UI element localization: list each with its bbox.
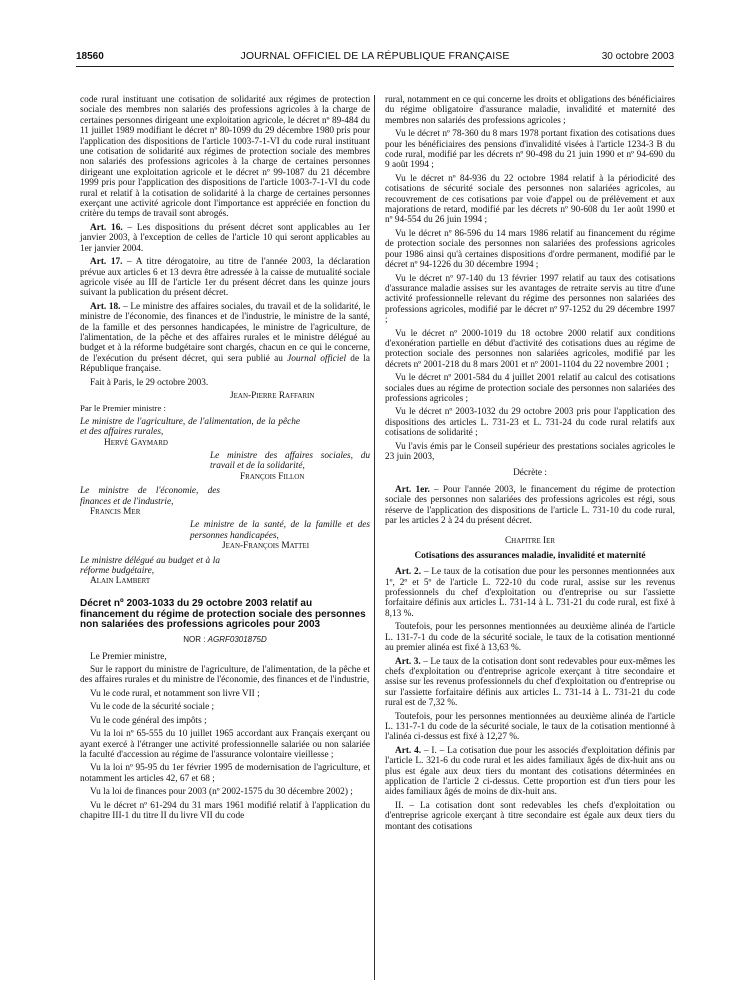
paragraph: Vu le décret nº 2000-1019 du 18 octobre 2000 relatif aux conditions d'exonération partielle en début d'activité des cotisations dues au régime de protection sociale des personnes non salariées agricoles, modifié par les décrets nº 2001-218 du 8 mars 2001 et nº 2001-1104 du 22 novembre 2001 ; bbox=[385, 328, 675, 370]
paragraph: Vu le décret nº 2003-1032 du 29 octobre 2003 pris pour l'application des dispositions des articles L. 731-23 et L. 731-24 du code rural relatifs aux cotisations de solidarité ; bbox=[385, 407, 675, 439]
decrete-heading: Décrète : bbox=[513, 468, 547, 479]
journal-reference: Journal officiel bbox=[287, 353, 347, 364]
paragraph: Toutefois, pour les personnes mentionnées au deuxième alinéa de l'article L. 131-7-1 du code de la sécurité sociale, le taux de la cotisation mentionné au premier alinéa est fixé à 13,63 %. bbox=[385, 622, 675, 654]
signatory-role: Le ministre des affaires sociales, du travail et de la solidarité, bbox=[210, 451, 370, 472]
signatory-name: Jean-François Mattei bbox=[222, 541, 310, 552]
article-1 bbox=[385, 485, 675, 527]
page-number: 18560 bbox=[76, 51, 104, 62]
paragraph: Vu la loi nº 65-555 du 10 juillet 1965 accordant aux Français exerçant ou ayant exercé à l'étranger une activité professionnelle salariée ou non salariée la faculté d'accession au régime de l'assurance volontaire vieillesse ; bbox=[80, 729, 370, 760]
right-column bbox=[385, 95, 675, 835]
column-divider bbox=[374, 95, 375, 980]
article-text: – Les dispositions du présent décret sont applicables au 1er janvier 2003, à l'exception de celles de l'article 10 qui seront applicables au 1er janvier 2004. bbox=[80, 222, 370, 254]
paragraph: Vu le code de la sécurité sociale ; bbox=[90, 702, 215, 713]
paragraph: Sur le rapport du ministre de l'agriculture, de l'alimentation, de la pêche et des affaires rurales et du ministre de l'économie, des finances et de l'industrie, bbox=[80, 665, 370, 686]
paragraph: Vu la loi de finances pour 2003 (nº 2002-1575 du 30 décembre 2002) ; bbox=[90, 787, 353, 798]
journal-title: JOURNAL OFFICIEL DE LA RÉPUBLIQUE FRANÇAISE bbox=[240, 50, 510, 62]
signatory-role: Le ministre de la santé, de la famille et des personnes handicapées, bbox=[190, 520, 370, 541]
signature-prime-minister bbox=[80, 391, 370, 401]
article-label: Art. 17. bbox=[90, 257, 123, 268]
paragraph: Vu le décret nº 78-360 du 8 mars 1978 portant fixation des cotisations dues pour les bénéficiaires des pensions d'invalidité visées à l'article 1234-3 B du code rural, modifié par les décrets nº 90-498 du 21 juin 1990 et nº 94-690 du 9 août 1994 ; bbox=[385, 129, 675, 171]
paragraph: Vu le décret nº 84-936 du 22 octobre 1984 relatif à la périodicité des cotisations de sécurité sociale des personnes non salariées agricoles, au recouvrement de ces cotisations par voie d'appel ou de prélèvement et aux majorations de retard, modifié par les décrets nº 90-608 du 1er août 1990 et nº 94-554 du 26 juin 1994 ; bbox=[385, 173, 675, 226]
signature-social bbox=[80, 451, 370, 482]
paragraph: Vu le décret nº 2001-584 du 4 juillet 2001 relatif au calcul des cotisations sociales dues au régime de protection sociale des personnes non salariées des professions agricoles ; bbox=[385, 373, 675, 404]
issue-date: 30 octobre 2003 bbox=[601, 51, 674, 62]
left-column bbox=[80, 95, 370, 824]
signature-health bbox=[80, 520, 370, 551]
article-label: Art. 3. bbox=[395, 656, 421, 667]
signatory-name: Hervé Gaymard bbox=[104, 437, 168, 448]
page-header bbox=[76, 46, 674, 67]
paragraph: II. – La cotisation dont sont redevables les chefs d'exploitation ou d'entreprise agricole exerçant à titre secondaire est égale aux deux tiers du montant des cotisations bbox=[385, 800, 675, 832]
signature-agriculture bbox=[80, 417, 370, 448]
article-3 bbox=[385, 657, 675, 709]
article-label: Art. 18. bbox=[90, 301, 121, 312]
article-17 bbox=[80, 257, 370, 299]
paragraph: rural, notamment en ce qui concerne les droits et obligations des bénéficiaires du régime obligatoire d'assurance maladie, invalidité et maternité des membres non salariés des professions agricoles ; bbox=[385, 95, 675, 126]
paragraph: Toutefois, pour les personnes mentionnées au deuxième alinéa de l'article L. 131-7-1 du code de la sécurité sociale, le taux de la cotisation mentionné à l'alinéa ci-dessus est fixé à 12,27 %. bbox=[385, 711, 675, 743]
paragraph: Vu le décret nº 61-294 du 31 mars 1961 modifié relatif à l'application du chapitre III-1 du titre II du livre VII du code bbox=[80, 800, 370, 821]
article-text: – Le taux de la cotisation due pour les personnes mentionnées aux 1º, 2º et 5º de l'article L. 722-10 du code rural, assise sur les revenus professionnels du chef d'exploitation ou d'entreprise ou sur l'assiette forfaitaire définis aux articles L. 731-14 à L. 731-21 du code rural, est fixé à 8,13 %. bbox=[385, 567, 675, 619]
signature-budget bbox=[80, 556, 370, 587]
article-4 bbox=[385, 746, 675, 798]
signatory-role: Le ministre de l'agriculture, de l'alimentation, de la pêche et des affaires rurales, bbox=[80, 416, 300, 438]
chapter-heading: Chapitre Ier bbox=[504, 536, 556, 547]
signature-economy bbox=[80, 486, 370, 517]
article-text: – Le ministre des affaires sociales, du travail et de la solidarité, le ministre de l'économie, des finances et de l'industrie, le ministre de la santé, de la famille et des personnes handicapées, le ministre de l'agriculture, de l'alimentation, de la pêche et des affaires rurales et le ministre délégué au budget et à la réforme budgétaire sont chargés, chacun en ce qui le concerne, de l'exécution du présent décret, qui sera publié au bbox=[80, 301, 370, 364]
paragraph: Vu le code rural, et notamment son livre VII ; bbox=[90, 688, 260, 699]
paragraph: Vu le décret nº 97-140 du 13 février 1997 relatif au taux des cotisations d'assurance maladie assises sur les avantages de retraite servis au titre d'une activité professionnelle relevant du régime des personnes non salariées des professions agricoles, modifié par le décret nº 97-1252 du 29 décembre 1997 ; bbox=[385, 273, 675, 326]
nor-label: NOR : bbox=[183, 635, 208, 645]
article-label: Art. 2. bbox=[395, 567, 422, 578]
chapter-title: Cotisations des assurances maladie, invalidité et maternité bbox=[414, 550, 646, 561]
article-2 bbox=[385, 567, 675, 619]
paragraph: Vu le code général des impôts ; bbox=[90, 715, 207, 726]
signatory-role: Le ministre de l'économie, des finances et de l'industrie, bbox=[80, 486, 220, 507]
article-text: – Le taux de la cotisation dont sont redevables pour eux-mêmes les chefs d'exploitation ou d'entreprise agricole exerçant à titre secondaire et assise sur les revenus professionnels du chef d'exploitation ou d'entreprise ou sur l'assiette forfaitaire définis aux articles L. 731-14 à L. 731-21 du code rural est de 7,32 %. bbox=[385, 656, 675, 709]
signatory-name: Alain Lambert bbox=[90, 576, 151, 587]
article-text: – I. – La cotisation due pour les associés d'exploitation définis par l'article L. 321-6 du code rural et les aides familiaux âgés de dix-huit ans ou plus est égale aux deux tiers du montant des cotisations déterminées en application de l'article 2 ci-dessus. Cette proportion est d'un tiers pour les aides familiaux âgés de moins de dix-huit ans. bbox=[385, 745, 675, 798]
article-18 bbox=[80, 302, 370, 375]
decree-title: Décret nº 2003-1033 du 29 octobre 2003 relatif au financement du régime de protection sociale des personnes non salariées des professions agricoles pour 2003 bbox=[80, 597, 366, 631]
article-label: Art. 4. bbox=[395, 745, 422, 756]
article-text: de la République française. bbox=[80, 353, 371, 375]
signature-date: Fait à Paris, le 29 octobre 2003. bbox=[90, 377, 209, 388]
paragraph: Vu l'avis émis par le Conseil supérieur des prestations sociales agricoles le 23 juin 2003, bbox=[385, 441, 675, 462]
paragraph: code rural instituant une cotisation de solidarité aux régimes de protection sociale des membres non salariés des professions agricoles à la charge de certaines personnes dirigeant une exploitation agricole, le décret nº 89-484 du 11 juillet 1989 modifiant le décret nº 80-1099 du 29 décembre 1980 pris pour l'application des dispositions de l'article 1003-7-1-VI du code rural instituant une cotisation de solidarité aux régimes de protection sociale des membres non salariés des professions agricoles à la charge de certaines personnes dirigeant une exploitation agricole et le décret nº 99-1087 du 21 décembre 1999 pris pour l'application des dispositions de l'article 1003-7-1-VI du code rural et relatif à la cotisation de solidarité à la charge de certaines personnes exerçant une activité agricole dont l'importance est appréciée en fonction du critère du temps de travail sont abrogés. bbox=[80, 95, 370, 220]
signatory-name: Francis Mer bbox=[90, 507, 141, 518]
signature-par: Par le Premier ministre : bbox=[80, 403, 166, 414]
nor-reference bbox=[80, 635, 370, 645]
signatory-name: Jean-Pierre Raffarin bbox=[230, 390, 315, 401]
paragraph: Vu le décret nº 86-596 du 14 mars 1986 relatif au financement du régime de protection sociale des personnes non salariées des professions agricoles pour 1986 ainsi qu'à certaines dispositions d'ordre permanent, modifié par le décret nº 94-1226 du 30 décembre 1994 ; bbox=[385, 228, 675, 271]
signatory-role: Le ministre délégué au budget et à la réforme budgétaire, bbox=[80, 555, 220, 577]
article-text: – Pour l'année 2003, le financement du régime de protection sociale des personnes non salariées des professions agricoles est régi, sous réserve de l'application des dispositions de l'article L. 731-10 du code rural, par les articles 2 à 24 du présent décret. bbox=[385, 484, 675, 527]
article-text: – A titre dérogatoire, au titre de l'année 2003, la déclaration prévue aux articles 6 et 13 devra être adressée à la caisse de mutualité sociale agricole visée au III de l'article 1er du présent décret dans les quinze jours suivant la publication du présent décret. bbox=[80, 257, 370, 299]
paragraph: Vu la loi nº 95-95 du 1er février 1995 de modernisation de l'agriculture, et notamment les articles 42, 67 et 68 ; bbox=[80, 763, 370, 784]
article-16 bbox=[80, 223, 370, 254]
article-label: Art. 1er. bbox=[395, 484, 430, 495]
nor-code: AGRF0301875D bbox=[207, 635, 267, 645]
paragraph: Le Premier ministre, bbox=[90, 651, 167, 662]
article-label: Art. 16. bbox=[90, 222, 123, 233]
signatory-name: François Fillon bbox=[240, 471, 305, 482]
